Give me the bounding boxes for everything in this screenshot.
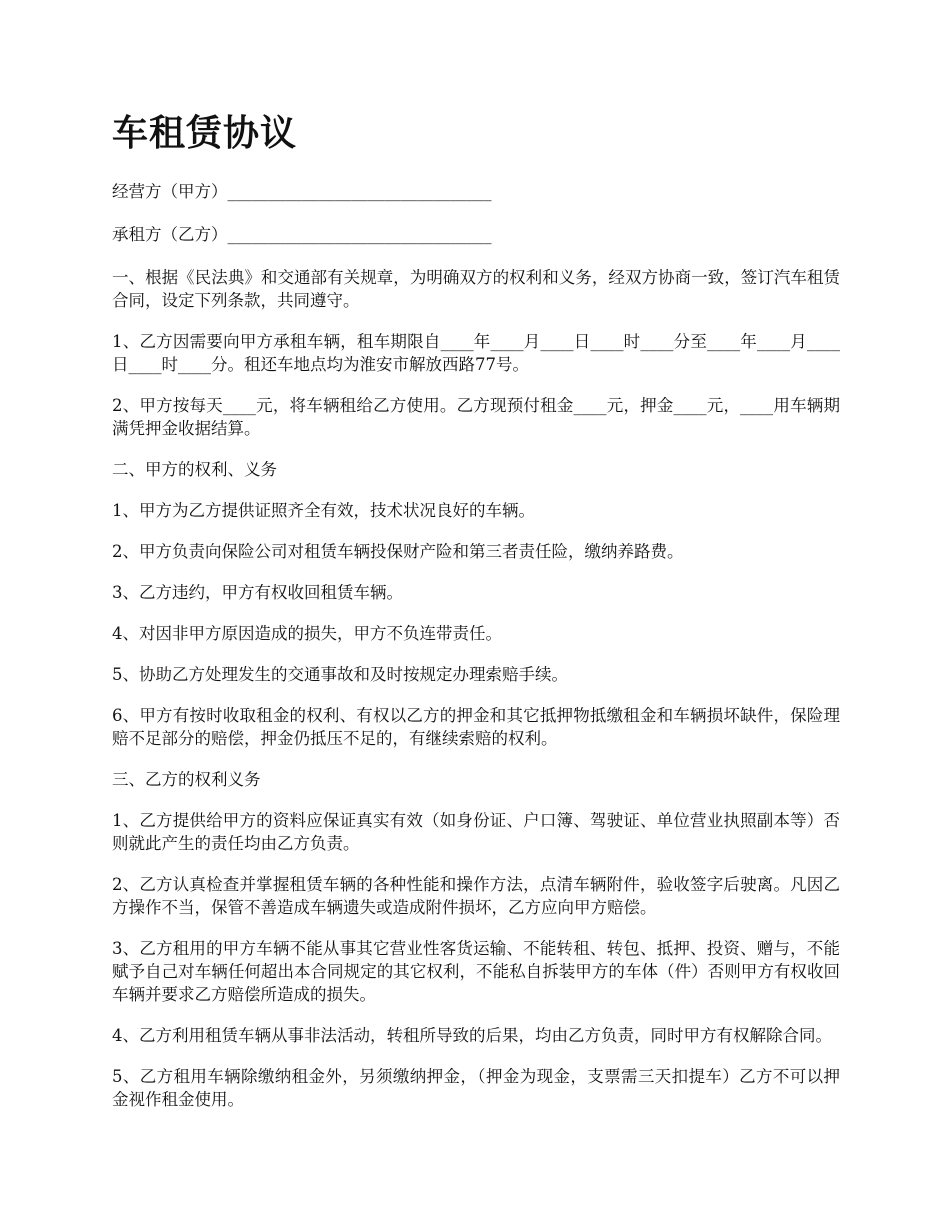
clause-rental-fee: 2、甲方按每天____元，将车辆租给乙方使用。乙方现预付租金____元，押金____元，____用车辆期满凭押金收据结算。 [112, 396, 840, 438]
clause-a-3: 3、乙方违约，甲方有权收回租赁车辆。 [112, 583, 403, 602]
clause-rental-period: 1、乙方因需要向甲方承租车辆，租车期限自____年____月____日____时____分至____年____月____日____时____分。租还车地点均为淮安市解放西路77号。 [112, 332, 840, 374]
clause-b-1: 1、乙方提供给甲方的资料应保证真实有效（如身份证、户口簿、驾驶证、单位营业执照副本等）否则就此产生的责任均由乙方负责。 [112, 811, 840, 853]
clause-intro: 一、根据《民法典》和交通部有关规章，为明确双方的权利和义务，经双方协商一致，签订汽车租赁合同，设定下列条款，共同遵守。 [112, 268, 840, 310]
document-page [112, 110, 840, 1129]
clause-b-5: 5、乙方租用车辆除缴纳租金外，另须缴纳押金，（押金为现金，支票需三天扣提车）乙方不可以押金视作租金使用。 [112, 1067, 840, 1109]
document-title: 车租赁协议 [112, 113, 298, 154]
party-b-line: 承租方（乙方）________________________________ [112, 225, 492, 244]
clause-a-2: 2、甲方负责向保险公司对租赁车辆投保财产险和第三者责任险，缴纳养路费。 [112, 542, 684, 561]
section-heading-party-b: 三、乙方的权利义务 [112, 770, 261, 789]
clause-a-1: 1、甲方为乙方提供证照齐全有效，技术状况良好的车辆。 [112, 501, 535, 520]
section-heading-party-a: 二、甲方的权利、义务 [112, 460, 277, 479]
party-a-line: 经营方（甲方）________________________________ [112, 182, 492, 201]
clause-a-5: 5、协助乙方处理发生的交通事故和及时按规定办理索赔手续。 [112, 665, 568, 684]
clause-b-2: 2、乙方认真检查并掌握租赁车辆的各种性能和操作方法，点清车辆附件，验收签字后驶离。凡因乙方操作不当，保管不善造成车辆遗失或造成附件损坏，乙方应向甲方赔偿。 [112, 875, 840, 917]
clause-b-4: 4、乙方利用租赁车辆从事非法活动，转租所导致的后果，均由乙方负责，同时甲方有权解除合同。 [112, 1026, 832, 1045]
clause-a-4: 4、对因非甲方原因造成的损失，甲方不负连带责任。 [112, 624, 502, 643]
clause-b-3: 3、乙方租用的甲方车辆不能从事其它营业性客货运输、不能转租、转包、抵押、投资、赠与，不能赋予自己对车辆任何超出本合同规定的其它权利，不能私自拆装甲方的车体（件）否则甲方有权收回车辆并要求乙方赔偿所造成的损失。 [112, 939, 840, 1004]
clause-a-6: 6、甲方有按时收取租金的权利、有权以乙方的押金和其它抵押物抵缴租金和车辆损坏缺件，保险理赔不足部分的赔偿，押金仍抵压不足的，有继续索赔的权利。 [112, 706, 840, 748]
